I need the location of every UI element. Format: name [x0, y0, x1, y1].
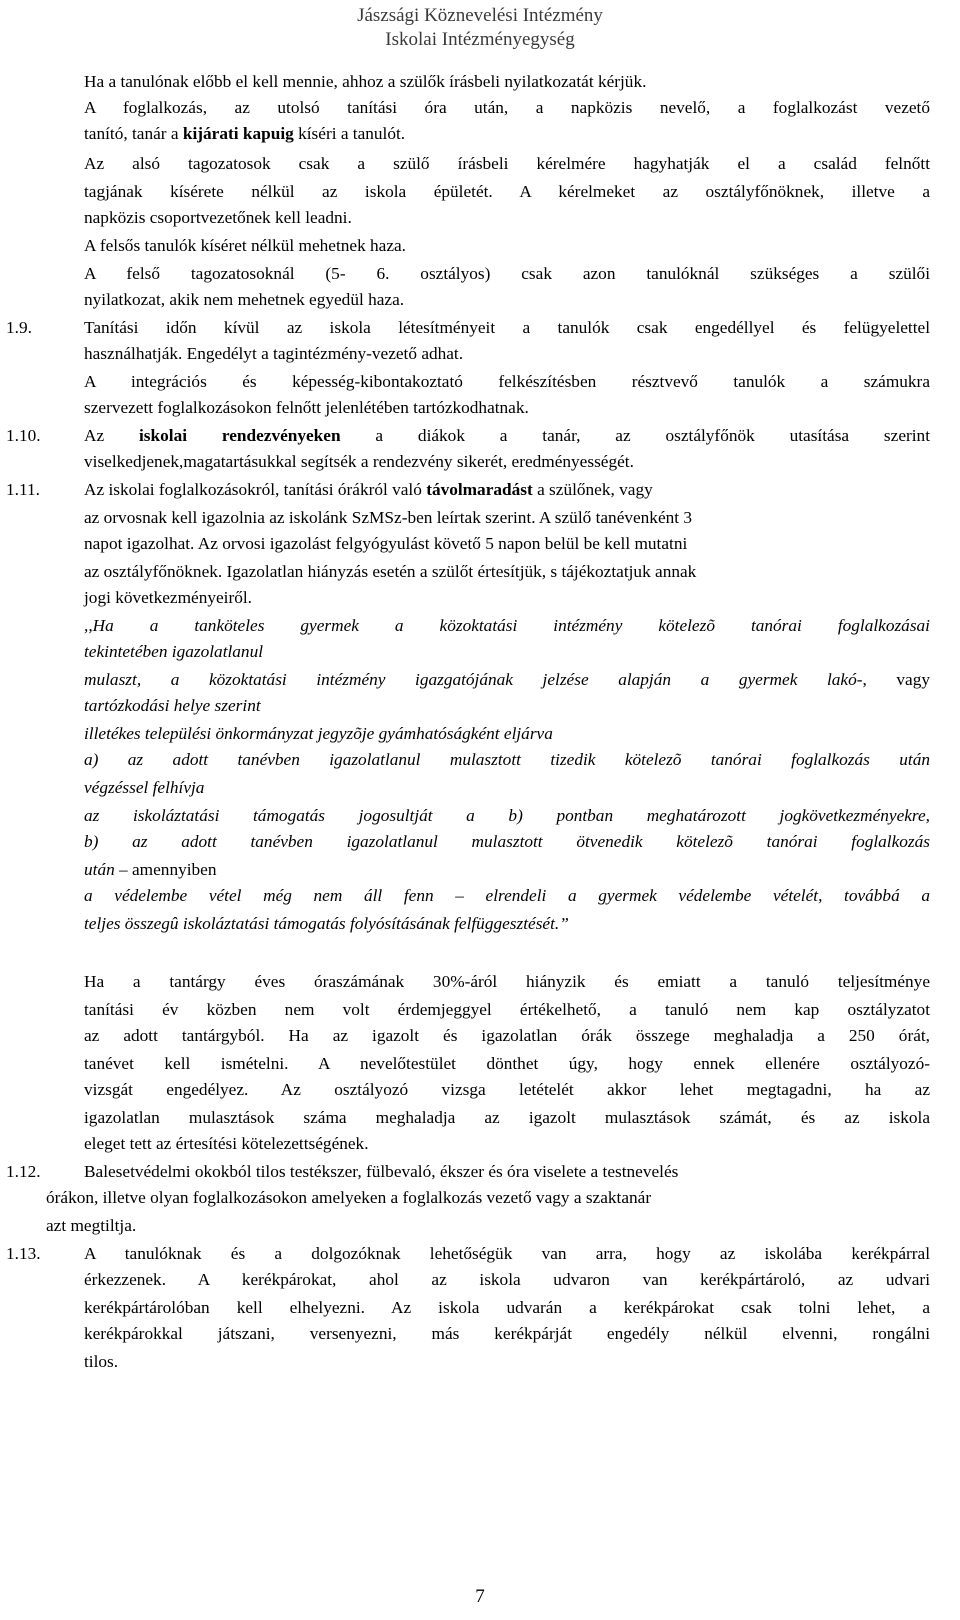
text-line: A felsős tanulók kíséret nélkül mehetnek haza. — [84, 236, 407, 255]
quote-line: tartózkodási helye szerint — [84, 696, 261, 715]
text-run: a diákok a tanár, az osztályfőnök utasítása szerint — [340, 426, 930, 445]
quote-line — [84, 858, 216, 882]
text-line: tilos. — [84, 1352, 119, 1371]
text-run: után — [84, 860, 115, 879]
emphasis-tavolmaradast: távolmaradást — [426, 480, 533, 499]
text-line — [84, 424, 930, 448]
text-line — [84, 122, 405, 146]
quote-line: b) az adott tanévben igazolatlanul mulasztott ötvenedik kötelezõ tanórai foglalkozás — [84, 832, 930, 851]
text-run: kíséri a tanulót. — [293, 124, 406, 143]
text-line: szervezett foglalkozásokon felnőtt jelenlétében tartózkodhatnak. — [84, 398, 529, 417]
emphasis-kijarati-kapuig: kijárati kapuig — [182, 124, 294, 143]
text-line: A felső tagozatosoknál (5- 6. osztályos) csak azon tanulóknál szükséges a szülői — [84, 264, 930, 283]
text-line: órákon, illetve olyan foglalkozásokon amelyeken a foglalkozás vezető vagy a szaktanár — [46, 1188, 652, 1207]
text-run: Az — [84, 426, 139, 445]
section-number: 1.9. — [6, 318, 32, 337]
quote-line: a védelembe vétel még nem áll fenn – elrendeli a gyermek védelembe vételét, továbbá a — [84, 886, 930, 905]
text-run: a szülőnek, vagy — [532, 480, 653, 499]
quote-line: ,,Ha a tanköteles gyermek a közoktatási intézmény kötelezõ tanórai foglalkozásai — [84, 616, 930, 635]
text-line: azt megtiltja. — [46, 1216, 137, 1235]
text-line: napközis csoportvezetőnek kell leadni. — [84, 208, 352, 227]
text-line: Ha a tantárgy éves óraszámának 30%-áról hiányzik és emiatt a tanuló teljesítménye — [84, 972, 930, 991]
text-run: tanító, tanár a — [84, 124, 183, 143]
text-line: eleget tett az értesítési kötelezettségének. — [84, 1134, 369, 1153]
text-line — [84, 478, 653, 502]
quote-line: az iskoláztatási támogatás jogosultját a b) pontban meghatározott jogkövetkezményekre, — [84, 806, 930, 825]
text-line: jogi következményeiről. — [84, 588, 252, 607]
text-line: igazolatlan mulasztások száma meghaladja az igazolt mulasztások számát, és az iskola — [84, 1108, 930, 1127]
text-line: az adott tantárgyból. Ha az igazolt és igazolatlan órák összege meghaladja a 250 órát, — [84, 1026, 930, 1045]
quote-line: teljes összegû iskoláztatási támogatás folyósításának felfüggesztését.” — [84, 914, 569, 933]
text-line: Balesetvédelmi okokból tilos testékszer, fülbevaló, ékszer és óra viselete a testnevelés — [84, 1162, 679, 1181]
text-line: kerékpártárolóban kell elhelyezni. Az iskola udvarán a kerékpárokat csak tolni lehet, a — [84, 1298, 930, 1317]
quote-line: illetékes települési önkormányzat jegyzõje gyámhatóságként eljárva — [84, 724, 553, 743]
section-number: 1.13. — [6, 1244, 41, 1263]
text-run: Az iskolai foglalkozásokról, tanítási órákról való — [84, 480, 427, 499]
text-line: A tanulóknak és a dolgozóknak lehetőségük van arra, hogy az iskolába kerékpárral — [84, 1244, 930, 1263]
page-number: 7 — [475, 1586, 485, 1607]
section-number: 1.10. — [6, 426, 41, 445]
quote-line: végzéssel felhívja — [84, 778, 205, 797]
text-line: A foglalkozás, az utolsó tanítási óra után, a napközis nevelő, a foglalkozást vezető — [84, 98, 930, 117]
text-line: Az alsó tagozatosok csak a szülő írásbeli kérelmére hagyhatják el a család felnőtt — [84, 154, 930, 173]
quote-line: a) az adott tanévben igazolatlanul mulasztott tizedik kötelezõ tanórai foglalkozás után — [84, 750, 930, 769]
text-line: az orvosnak kell igazolnia az iskolánk SzMSz-ben leírtak szerint. A szülő tanévenként 3 — [84, 508, 693, 527]
text-line: az osztályfőnöknek. Igazolatlan hiányzás esetén a szülőt értesítjük, s tájékoztatjuk annak — [84, 562, 697, 581]
text-line: kerékpárokkal játszani, versenyezni, más kerékpárját engedély nélkül elvenni, rongálni — [84, 1324, 930, 1343]
text-line: viselkedjenek,magatartásukkal segítsék a rendezvény sikerét, eredményességét. — [84, 452, 634, 471]
quote-line — [84, 668, 930, 692]
emphasis-iskolai-rendezvenyeken: iskolai rendezvényeken — [139, 426, 341, 445]
header-unit: Iskolai Intézményegység — [385, 29, 575, 50]
section-number: 1.12. — [6, 1162, 41, 1181]
text-line: tanítási év közben nem volt érdemjeggyel értékelhető, a tanuló nem kap osztályzatot — [84, 1000, 930, 1019]
text-line: érkezzenek. A kerékpárokat, ahol az iskola udvaron van kerékpártároló, az udvari — [84, 1270, 930, 1289]
text-line: A integrációs és képesség-kibontakoztató felkészítésben résztvevő tanulók a számukra — [84, 372, 930, 391]
quote-line: tekintetében igazolatlanul — [84, 642, 264, 661]
text-line: nyilatkozat, akik nem mehetnek egyedül haza. — [84, 290, 405, 309]
header-institution: Jászsági Köznevelési Intézmény — [357, 5, 603, 26]
section-number: 1.11. — [6, 480, 40, 499]
text-run: – amennyiben — [114, 860, 217, 879]
text-run: , vagy — [862, 670, 930, 689]
text-run: mulaszt, a közoktatási intézmény igazgatójának jelzése alapján a gyermek lakó- — [84, 670, 863, 689]
text-line: Ha a tanulónak előbb el kell mennie, ahhoz a szülők írásbeli nyilatkozatát kérjük. — [84, 72, 647, 91]
page-header — [0, 4, 960, 52]
text-line: tanévet kell ismételni. A nevelőtestület dönthet úgy, hogy ennek ellenére osztályozó- — [84, 1054, 930, 1073]
text-line: napot igazolhat. Az orvosi igazolást felgyógyulást követő 5 napon belül be kell mutatni — [84, 534, 688, 553]
text-line: vizsgát engedélyez. Az osztályozó vizsga letételét akkor lehet megtagadni, ha az — [84, 1080, 930, 1099]
text-line: használhatják. Engedélyt a tagintézmény-vezető adhat. — [84, 344, 464, 363]
text-line: Tanítási időn kívül az iskola létesítményeit a tanulók csak engedéllyel és felügyelettel — [84, 318, 930, 337]
text-line: tagjának kísérete nélkül az iskola épületét. A kérelmeket az osztályfőnöknek, illetve a — [84, 182, 930, 201]
